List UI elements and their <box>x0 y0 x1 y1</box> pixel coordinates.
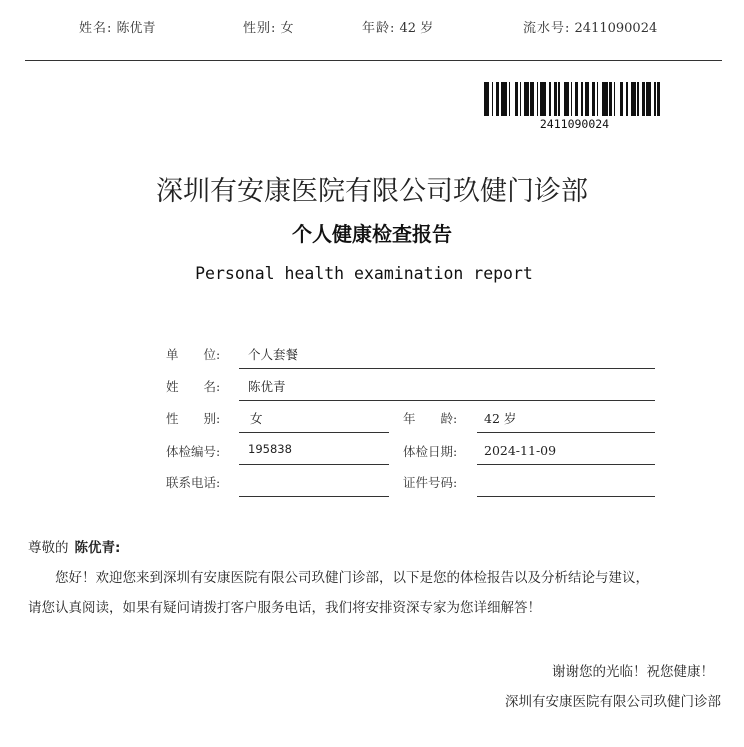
gender-underline <box>239 432 389 433</box>
age-value: 42 岁 <box>484 411 517 426</box>
unit-value: 个人套餐 <box>248 347 299 362</box>
header-age-label: 年龄: <box>362 21 396 36</box>
header-divider <box>25 60 722 61</box>
age-label: 年 龄: <box>403 411 458 426</box>
report-title-en: Personal health examination report <box>195 264 533 283</box>
header-serial <box>523 17 657 36</box>
name-label: 姓 名: <box>166 379 221 394</box>
exam-date-underline <box>477 464 655 465</box>
barcode-image <box>484 82 665 116</box>
age-underline <box>477 432 655 433</box>
exam-date-label: 体检日期: <box>403 444 458 459</box>
exam-no-value: 195838 <box>248 442 292 456</box>
header-name-label: 姓名: <box>79 21 113 36</box>
header-name <box>79 17 156 36</box>
thanks-line: 谢谢您的光临！祝您健康！ <box>552 664 714 680</box>
header-gender-value: 女 <box>280 21 294 36</box>
exam-no-underline <box>239 464 389 465</box>
header-serial-label: 流水号: <box>523 21 571 36</box>
recipient-name: 陈优青: <box>74 540 121 556</box>
gender-label: 性 别: <box>166 411 221 426</box>
id-underline <box>477 496 655 497</box>
header-gender-label: 性别: <box>243 21 277 36</box>
exam-date-value: 2024-11-09 <box>484 443 557 458</box>
exam-no-label: 体检编号: <box>166 444 221 459</box>
header-age <box>362 17 433 36</box>
letter-line-1: 您好！欢迎您来到深圳有安康医院有限公司玖健门诊部，以下是您的体检报告以及分析结论与建议， <box>28 570 649 586</box>
barcode-number: 2411090024 <box>539 117 610 131</box>
header-name-value: 陈优青 <box>116 21 156 36</box>
letter-line-2: 请您认真阅读，如果有疑问请拨打客户服务电话，我们将安排资深专家为您详细解答！ <box>28 600 541 616</box>
signature-line: 深圳有安康医院有限公司玖健门诊部 <box>505 694 721 710</box>
unit-label: 单 位: <box>166 347 221 362</box>
phone-label: 联系电话: <box>166 475 221 490</box>
salutation-text: 尊敬的 <box>28 540 69 556</box>
company-title: 深圳有安康医院有限公司玖健门诊部 <box>156 176 588 207</box>
gender-value: 女 <box>250 411 263 426</box>
id-label: 证件号码: <box>403 475 458 490</box>
header-age-value: 42 岁 <box>399 21 434 36</box>
salutation <box>28 536 120 556</box>
phone-underline <box>239 496 389 497</box>
header-gender <box>243 17 294 36</box>
header-serial-value: 2411090024 <box>574 21 658 36</box>
unit-underline <box>239 368 655 369</box>
name-underline <box>239 400 655 401</box>
report-title-cn: 个人健康检查报告 <box>292 222 452 246</box>
name-value: 陈优青 <box>248 379 286 394</box>
